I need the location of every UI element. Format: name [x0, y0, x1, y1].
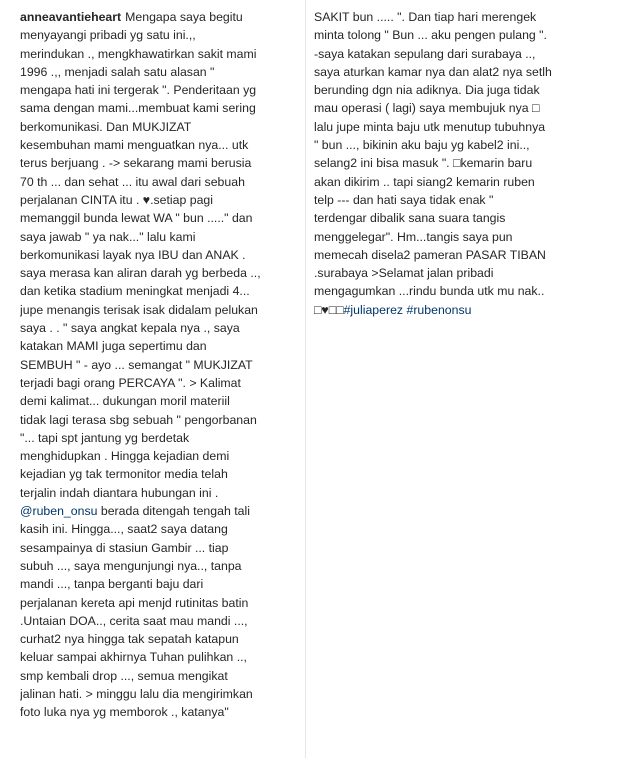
caption-line: 1996 .,, menjadi salah satu alasan ": [20, 64, 215, 79]
caption-column-left: [20, 8, 298, 722]
caption-line: berunding dgn nia adiknya. Dia juga tidak: [314, 83, 540, 98]
caption-line: terus berjuang . -> sekarang mami berusia: [20, 156, 252, 171]
hashtag-rubenonsu[interactable]: #rubenonsu: [406, 302, 472, 317]
caption-line: minta tolong " Bun ... aku pengen pulang ".: [314, 28, 547, 43]
caption-line: SEMBUH " - ayo ... semangat " MUKJIZAT: [20, 357, 253, 372]
caption-line: lalu jupe minta baju utk menutup tubuhnya: [314, 119, 546, 134]
caption-line: saya merasa kan aliran darah yg berbeda ..,: [20, 266, 261, 281]
hashtag-juliaperez[interactable]: #juliaperez: [343, 302, 404, 317]
caption-lines-left: [20, 26, 298, 721]
caption-line: smp kembali drop ..., semua mengikat: [20, 668, 228, 683]
caption-line: SAKIT bun ..... ". Dan tiap hari merengek: [314, 10, 537, 24]
caption-line: selang2 ini bisa masuk ". □kemarin baru: [314, 156, 533, 171]
caption-line: jupe menangis terisak isak didalam pelukan: [20, 302, 258, 317]
username-link[interactable]: anneavantieheart: [20, 10, 122, 24]
caption-line: keluar sampai akhirnya Tuhan pulihkan ..,: [20, 650, 247, 665]
caption-line: 70 th ... dan sehat ... itu awal dari sebuah: [20, 174, 245, 189]
caption-line: tidak lagi terasa sbg sebuah " pengorbanan: [20, 412, 257, 427]
caption-line: foto luka nya yg memborok ., katanya": [20, 705, 229, 720]
caption-line: kesembuhan mami menguatkan nya... utk: [20, 138, 249, 153]
caption-line: telp --- dan hati saya tidak enak ": [314, 192, 494, 207]
caption-line: berkomunikasi layak nya IBU dan ANAK .: [20, 247, 246, 262]
caption-line: .surabaya >Selamat jalan pribadi: [314, 266, 494, 281]
caption-text: berada ditengah tengah tali: [97, 504, 250, 519]
caption-line: saya jawab " ya nak..." lalu kami: [20, 229, 196, 244]
caption-line: katakan MAMI juga sepertimu dan: [20, 339, 207, 354]
caption-line: jalinan hati. > minggu lalu dia mengirimkan: [20, 686, 253, 701]
caption-lines-right: [314, 8, 610, 301]
emoji-text: □♥□□: [314, 302, 344, 317]
caption-text: Mengapa saya begitu: [125, 10, 243, 24]
caption-line: terjadi bagi orang PERCAYA ". > Kalimat: [20, 375, 241, 390]
caption-line: " bun ..., bikinin aku baju yg kabel2 ini..,: [314, 138, 530, 153]
caption-line: subuh ..., saya mengunjungi nya.., tanpa: [20, 558, 242, 573]
caption-line: -saya katakan sepulang dari surabaya ..,: [314, 46, 536, 61]
caption-line: perjalanan CINTA itu . ♥.setiap pagi: [20, 192, 213, 207]
caption-line: terjalin indah diantara hubungan ini .: [20, 485, 219, 500]
mention-ruben-onsu[interactable]: @ruben_onsu: [20, 504, 98, 519]
caption-first-line: [20, 8, 298, 26]
caption-column-right: [314, 8, 610, 319]
caption-line: demi kalimat... dukungan moril materiil: [20, 394, 230, 409]
caption-line: dan ketika stadium meningkat menjadi 4...: [20, 284, 250, 299]
caption-line: terdengar dibalik sana suara tangis: [314, 211, 506, 226]
caption-line: "... tapi spt jantung yg berdetak: [20, 430, 190, 445]
caption-line: merindukan ., mengkhawatirkan sakit mami: [20, 46, 257, 61]
caption-line: mengagumkan ...rindu bunda utk mu nak..: [314, 284, 545, 299]
caption-line: [20, 502, 298, 520]
caption-line: curhat2 nya hingga tak sepatah katapun: [20, 632, 239, 647]
caption-line: mandi ..., tanpa berganti baju dari: [20, 577, 204, 592]
caption-line: sesampainya di stasiun Gambir ... tiap: [20, 540, 229, 555]
caption-line: memecah disela2 pameran PASAR TIBAN: [314, 247, 546, 262]
caption-line: sama dengan mami...membuat kami sering: [20, 101, 256, 116]
caption-line: mau operasi ( lagi) saya membujuk nya □: [314, 101, 540, 116]
caption-line: menggelegar". Hm...tangis saya pun: [314, 229, 513, 244]
caption-line: berkomunikasi. Dan MUKJIZAT: [20, 119, 192, 134]
column-divider: [305, 0, 306, 758]
caption-line: saya aturkan kamar nya dan alat2 nya setlh: [314, 64, 552, 79]
caption-line: saya . . " saya angkat kepala nya ., saya: [20, 321, 240, 336]
caption-line: akan dikirim .. tapi siang2 kemarin ruben: [314, 174, 535, 189]
caption-line: menghidupkan . Hingga kejadian demi: [20, 449, 230, 464]
caption-line: kejadian yg tak termonitor media telah: [20, 467, 228, 482]
caption-line: .Untaian DOA.., cerita saat mau mandi ...,: [20, 613, 248, 628]
caption-line: perjalanan kereta api menjd rutinitas batin: [20, 595, 249, 610]
caption-line: mengapa hati ini tergerak ". Penderitaan yg: [20, 83, 257, 98]
caption-line: memanggil bunda lewat WA " bun ....." dan: [20, 211, 253, 226]
caption-line: kasih ini. Hingga..., saat2 saya datang: [20, 522, 228, 537]
caption-line: menyayangi pribadi yg satu ini.,,: [20, 28, 196, 43]
caption-last-line: [314, 301, 610, 319]
